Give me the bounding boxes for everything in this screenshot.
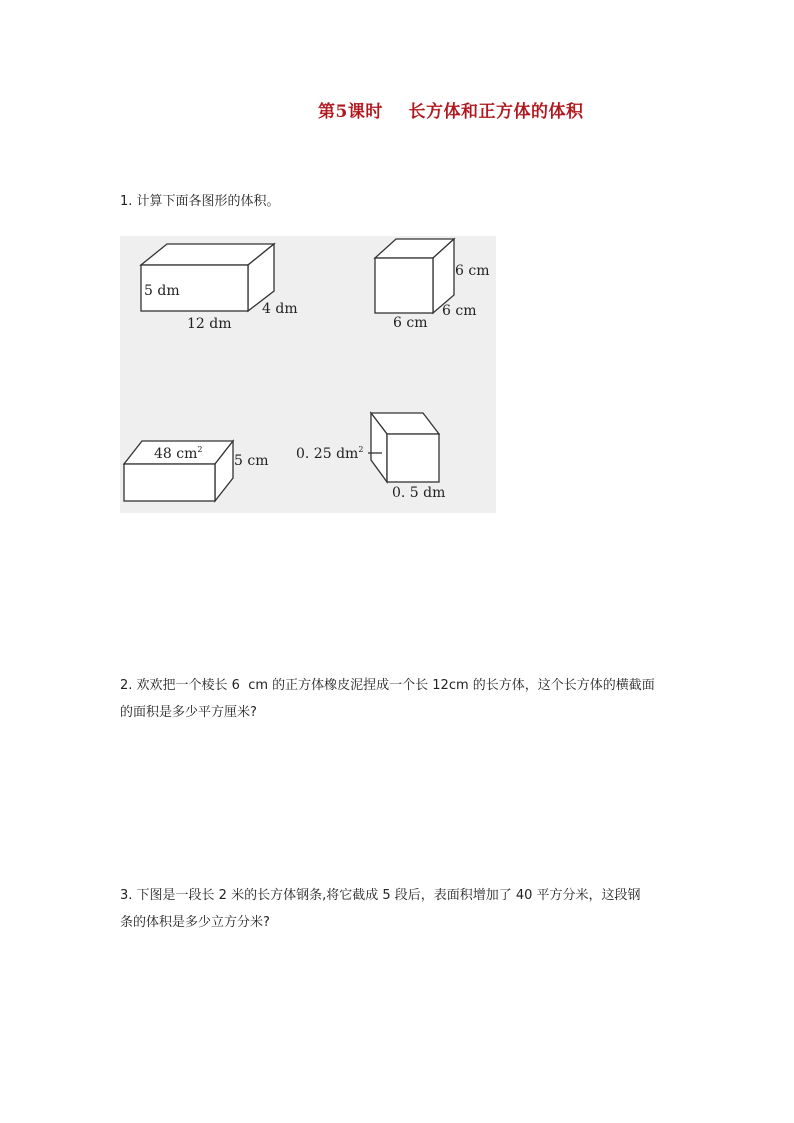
cube-2-face-area-label: 0. 25 $dm^2$ <box>296 445 364 462</box>
cuboid-2-front-face <box>124 464 215 501</box>
question-3-line-2: 条的体积是多少立方分米? <box>120 915 270 930</box>
question-2-line-2: 的面积是多少平方厘米? <box>120 705 257 720</box>
solids-diagram <box>120 236 496 513</box>
cuboid-1-width-label: 4 dm <box>262 301 298 317</box>
cube-1-length-label: 6 cm <box>393 315 428 331</box>
cuboid-2-height-label: 5 cm <box>234 453 269 469</box>
solids-figure <box>120 236 496 513</box>
cuboid-12-4-5 <box>141 244 298 332</box>
question-3-line-1: 3. 下图是一段长 2 米的长方体钢条,将它截成 5 段后，表面积增加了 40 平方分米，这段钢 <box>120 888 641 903</box>
cube-2-edge-label: 0. 5 dm <box>392 485 446 501</box>
cube-1-front-face <box>375 258 433 313</box>
question-2 <box>120 672 680 726</box>
cuboid-1-length-label: 12 dm <box>187 316 232 332</box>
cuboid-2-area-label: 48 $cm^2$ <box>154 445 203 462</box>
question-3 <box>120 882 680 936</box>
cube-0-5dm <box>296 413 445 501</box>
question-1 <box>120 188 680 215</box>
question-1-text: 1. 计算下面各图形的体积。 <box>120 194 280 209</box>
cube-1-width-label: 6 cm <box>442 303 477 319</box>
question-2-line-1: 2. 欢欢把一个棱长 6 cm 的正方体橡皮泥捏成一个长 12cm 的长方体，这个长方体的横截面 <box>120 678 655 693</box>
page-title: 第5课时 长方体和正方体的体积 <box>318 102 584 122</box>
cube-1-height-label: 6 cm <box>455 263 490 279</box>
cuboid-area-48 <box>124 441 268 501</box>
cuboid-1-height-label: 5 dm <box>144 283 180 299</box>
cube-2-front-face <box>387 434 439 482</box>
cube-6cm <box>375 239 489 331</box>
